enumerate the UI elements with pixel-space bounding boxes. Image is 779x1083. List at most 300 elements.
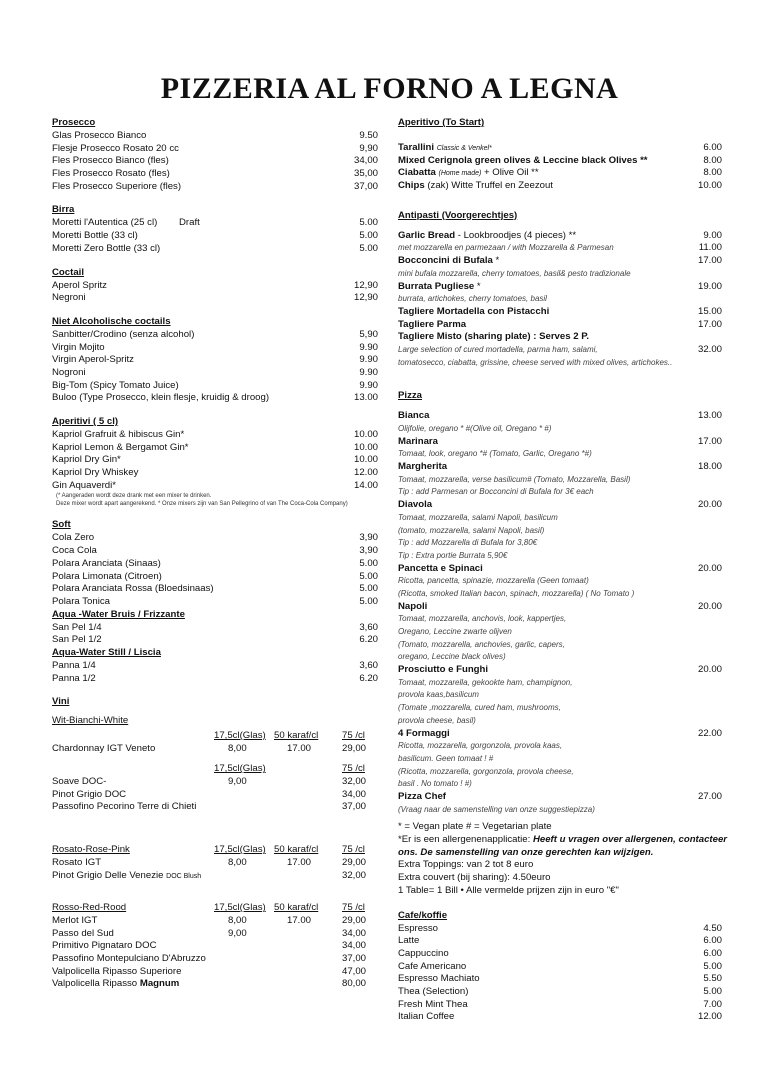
dish-price: 32.00: [697, 343, 722, 355]
dish-description-text: Large selection of cured mortadella, parma ham, salami,: [398, 344, 598, 354]
wine-row: [52, 928, 378, 941]
item-price: 9.50: [359, 130, 378, 141]
menu-item: [398, 973, 722, 986]
dish-description-text: oregano, Leccine black olives): [398, 652, 506, 662]
dish-description: [398, 344, 722, 357]
item-name: Nogroni: [52, 366, 86, 378]
dish-description-text: basilicum. Geen tomaat ! #: [398, 753, 494, 763]
dish-description: [398, 537, 722, 550]
menu-item: [398, 255, 722, 268]
item-price: 35,00: [353, 168, 378, 180]
dish-description: [398, 613, 722, 626]
item-name: Polara Aranciata (Sinaas): [52, 557, 161, 569]
menu-item: [398, 935, 722, 948]
item-name: Pancetta e Spinaci: [398, 562, 483, 574]
menu-item: [52, 217, 378, 230]
item-price: 5.00: [359, 217, 378, 229]
menu-item: [398, 461, 722, 474]
item-name: Pizza Chef: [398, 790, 446, 802]
item-price: 20.00: [697, 600, 722, 612]
item-name: Tagliere Mortadella con Pistacchi: [398, 305, 550, 317]
dish-description: [398, 626, 722, 639]
wine-name: Rosato IGT: [52, 856, 102, 868]
menu-item: [52, 168, 378, 181]
item-name: Tagliere Parma: [398, 318, 467, 330]
wine-name: Pinot Grigio Delle Venezie: [52, 869, 164, 881]
wine-bottle-price: 32,00: [342, 869, 367, 881]
menu-item: [398, 986, 722, 999]
dish-description-text: Tomaat, mozzarella, anchovis, look, kappertjes,: [398, 614, 567, 624]
footer-bill: 1 Table= 1 Bill • Alle vermelde prijzen zijn in euro "€": [398, 884, 619, 896]
dish-description: [398, 753, 722, 766]
item-name: Moretti Zero Bottle (33 cl): [52, 242, 161, 254]
item-name: Moretti Bottle (33 cl): [52, 230, 138, 242]
item-price: 6.00: [703, 935, 722, 947]
menu-item: [398, 1011, 722, 1024]
page-title: PIZZERIA AL FORNO A LEGNA: [160, 72, 619, 105]
wine-name: Soave DOC-: [52, 776, 107, 788]
item-price: 3,60: [359, 621, 378, 633]
menu-item: [398, 306, 722, 319]
menu-item: [398, 331, 722, 344]
menu-item: [52, 454, 378, 467]
dish-description: [398, 242, 722, 255]
dish-description-text: Tomaat, mozzarella, gekookte ham, champignon,: [398, 677, 573, 687]
item-price: 9.90: [359, 366, 378, 378]
item-price: 20.00: [697, 562, 722, 574]
spacer: [398, 223, 722, 230]
item-price: 5.50: [703, 973, 722, 985]
item-name: Virgin Mojito: [52, 341, 105, 353]
item-name: Bocconcini di Bufala: [398, 255, 493, 267]
item-name: Fresh Mint Thea: [398, 998, 468, 1010]
wine-column-headers: [52, 763, 378, 776]
item-price: 5,90: [359, 328, 378, 340]
wine-carafe-price: 17.00: [287, 914, 312, 926]
item-price: 3,90: [359, 545, 378, 557]
menu-item: [398, 999, 722, 1012]
item-name: Fles Prosecco Superiore (fles): [52, 180, 182, 192]
dish-description-text: Tip : add Mozzarella di Bufala for 3,80€: [398, 538, 538, 548]
footer-couvert: Extra couvert (bij sharing): 4.50euro: [398, 872, 551, 884]
item-name: Cola Zero: [52, 532, 95, 544]
menu-item: [398, 664, 722, 677]
dish-description-text: mini bufala mozzarella, cherry tomatoes, basil& pesto tradizionale: [398, 268, 631, 278]
item-name: Virgin Aperol-Spritz: [52, 354, 134, 366]
dish-description-text: (Tomato, mozzarella, anchovies, garlic, capers,: [398, 639, 565, 649]
wine-carafe-price: 17.00: [287, 742, 312, 754]
menu-item: [398, 281, 722, 294]
menu-item: [52, 545, 378, 558]
item-price: 10.00: [353, 441, 378, 453]
menu-item: [398, 601, 722, 614]
menu-item: [52, 155, 378, 168]
dish-description: [398, 357, 722, 370]
wine-bottle-price: 80,00: [342, 978, 367, 990]
spacer: [398, 898, 722, 899]
item-price: 17.00: [697, 435, 722, 447]
dish-description-text: Oregano, Leccine zwarte olijven: [398, 627, 512, 636]
dish-description: [398, 423, 722, 436]
menu-item: [398, 961, 722, 974]
menu-item: [52, 673, 378, 686]
item-name: Fles Prosecco Bianco (fles): [52, 155, 169, 167]
menu-item: [398, 167, 722, 180]
item-detail: + Olive Oil **: [481, 167, 539, 179]
item-price: 18.00: [697, 461, 722, 473]
wine-column-headers: [52, 730, 378, 743]
item-price: 12,90: [353, 279, 378, 291]
item-price: 3,90: [359, 532, 378, 544]
dish-description-text: met mozzarella en parmezaan / with Mozzarella & Parmesan: [398, 243, 614, 253]
wine-row: [52, 870, 378, 883]
wine-category: Rosso-Red-Rood: [52, 902, 127, 914]
wine-bottle-price: 47,00: [342, 965, 367, 977]
menu-item: [52, 634, 378, 647]
item-price: 10.00: [353, 429, 378, 440]
menu-item: [52, 429, 378, 442]
menu-item: [52, 367, 378, 380]
wine-row: [52, 966, 378, 979]
wine-name: Merlot IGT: [52, 914, 98, 926]
item-name: Thea (Selection): [398, 985, 469, 997]
dish-description: [398, 268, 722, 281]
item-name: Polara Tonica: [52, 595, 110, 607]
wine-bottle-price: 34,00: [342, 927, 367, 939]
menu-item: [52, 230, 378, 243]
item-name: Mixed Cerignola green olives & Leccine black Olives **: [398, 154, 648, 166]
menu-item: [52, 558, 378, 571]
wine-column-header: 17,5cl(Glas): [214, 763, 266, 775]
item-price: 5.00: [703, 960, 722, 972]
section-heading: Coctail: [52, 266, 84, 278]
dish-description-text: burrata, artichokes, cherry tomatoes, basil: [398, 294, 547, 304]
item-price: 6.00: [703, 947, 722, 959]
item-price: 17.00: [697, 318, 722, 330]
section-heading: Aqua -Water Bruis / Frizzante: [52, 608, 185, 620]
item-price: 13.00: [353, 392, 378, 404]
wine-name: Primitivo Pignataro DOC: [52, 940, 157, 952]
footer-allergens-note: ons. De samenstelling van onze gerechten kan wijzigen.: [398, 846, 654, 858]
section-heading: Niet Alcoholische coctails: [52, 315, 171, 327]
section-heading: Prosecco: [52, 117, 96, 128]
wine-glass-price: 9,00: [228, 776, 247, 788]
item-price: 9,90: [359, 142, 378, 154]
dish-description-text: provola cheese, basil): [398, 715, 476, 725]
menu-item: [52, 442, 378, 455]
item-name: Ciabatta: [398, 167, 436, 179]
dish-description-text: basil . No tomato ! #): [398, 779, 472, 789]
item-detail: - Lookbroodjes (4 pieces) **: [455, 229, 577, 241]
item-price: 5.00: [359, 595, 378, 607]
item-price: 12.00: [353, 467, 378, 479]
menu-item: [398, 180, 722, 193]
item-note: (Home made): [438, 170, 482, 178]
menu-item: [52, 660, 378, 673]
dish-description: [398, 550, 722, 563]
wine-bottle-price: 37,00: [342, 952, 367, 964]
item-name: Prosciutto e Funghi: [398, 664, 489, 676]
dish-price: 11.00: [698, 242, 722, 254]
item-price: 22.00: [697, 727, 722, 739]
item-name: Napoli: [398, 600, 428, 612]
section-heading: Antipasti (Voorgerechtjes): [398, 209, 518, 221]
wine-column-header: 75 /cl: [342, 763, 365, 775]
item-price: 27.00: [697, 790, 722, 802]
menu-item: [52, 583, 378, 596]
dish-description-text: tomatosecco, ciabatta, grissine, cheese served with mixed olives, artichokes..: [398, 357, 673, 367]
item-price: 8.00: [703, 154, 722, 166]
menu-item: [52, 130, 378, 143]
section-heading: Aperitivi ( 5 cl): [52, 416, 119, 427]
item-name: 4 Formaggi: [398, 727, 450, 739]
dish-description: [398, 486, 722, 499]
item-name: Big-Tom (Spicy Tomato Juice): [52, 379, 179, 391]
item-price: 9.00: [703, 229, 722, 241]
wine-row: [52, 776, 378, 789]
section-heading: Vini: [52, 696, 70, 708]
section-heading: Birra: [52, 204, 75, 216]
wine-row: [52, 801, 378, 814]
spacer: [52, 882, 378, 902]
menu-item: [52, 143, 378, 156]
wine-glass-price: 8,00: [228, 914, 247, 926]
item-price: 5.00: [359, 557, 378, 569]
dish-description: [398, 525, 722, 538]
wine-format: Magnum: [139, 978, 180, 990]
wine-carafe-price: 17.00: [287, 856, 312, 868]
wine-glass-price: 8,00: [228, 742, 247, 754]
dish-description-text: (Ricotta, smoked Italian bacon, spinach, mozzarella) ( No Tomato ): [398, 588, 635, 598]
menu-item: [398, 230, 722, 243]
item-price: 9.90: [359, 341, 378, 353]
menu-item: [398, 923, 722, 936]
item-price: 12.00: [697, 1011, 722, 1023]
menu-item: [52, 181, 378, 194]
item-name: Flesje Prosecco Rosato 20 cc: [52, 142, 179, 154]
dish-description: [398, 575, 722, 588]
dish-description-text: Tip : Extra portie Burrata 5,90€: [398, 550, 508, 560]
wine-column-header: 50 karaf/cl: [274, 730, 319, 741]
menu-item: [52, 467, 378, 480]
dish-description: [398, 651, 722, 664]
dish-description-text: Tomaat, mozzarella, salami Napoli, basilicum: [398, 512, 558, 522]
wine-category: Rosato-Rose-Pink: [52, 844, 130, 856]
dish-description: [398, 778, 722, 791]
wine-name: Chardonnay IGT Veneto: [52, 742, 156, 754]
dish-description-text: (Vraag naar de samenstelling van onze suggestiepizza): [398, 804, 595, 814]
menu-item: [52, 280, 378, 293]
menu-item: [398, 319, 722, 332]
dish-description-text: Tomaat, mozzarella, verse basilicum# (Tomato, Mozzarella, Basil): [398, 474, 631, 484]
item-name: Aperol Spritz: [52, 279, 107, 291]
menu-item: [398, 728, 722, 741]
footnote: Deze mixer wordt apart aangerekend. * Onze mixers zijn van San Pellegrino of van The Coca-Cola Company): [56, 501, 348, 508]
item-price: 3,60: [359, 659, 378, 671]
section-heading: Soft: [52, 519, 71, 531]
dish-description-text: Ricotta, pancetta, spinazie, mozzarella (Geen tomaat): [398, 576, 589, 586]
item-name: Kapriol Dry Whiskey: [52, 467, 139, 479]
dish-description-text: Tomaat, look, oregano *# (Tomato, Garlic, Oregano *#): [398, 449, 592, 459]
wine-note: DOC Blush: [166, 872, 202, 880]
wine-row: [52, 953, 378, 966]
item-price: 20.00: [697, 499, 722, 511]
wine-column-header: 75 /cl: [342, 902, 365, 914]
item-price: 5.00: [703, 985, 722, 997]
item-name: Kapriol Grafruit & hibiscus Gin*: [52, 429, 185, 440]
footer-legend: * = Vegan plate # = Vegetarian plate: [398, 821, 552, 833]
menu-item: [52, 480, 378, 493]
item-name: Espresso: [398, 922, 438, 934]
item-name: Cafe Americano: [398, 960, 467, 972]
item-note: Classic & Venkel*: [436, 145, 492, 152]
item-price: 17.00: [697, 255, 722, 267]
wine-glass-price: 9,00: [228, 927, 247, 939]
dish-description: [398, 715, 722, 728]
menu-item: [52, 380, 378, 393]
item-name: Moretti l'Autentica (25 cl): [52, 217, 158, 229]
section-heading: Pizza: [398, 390, 422, 402]
item-name: Burrata Pugliese: [398, 280, 475, 292]
item-price: 13.00: [697, 410, 722, 422]
item-price: 10.00: [353, 454, 378, 466]
item-extra: Draft: [179, 217, 200, 229]
menu-item: [52, 243, 378, 256]
item-price: 8.00: [703, 167, 722, 179]
item-name: San Pel 1/4: [52, 621, 102, 633]
wine-column-header: 50 karaf/cl: [274, 844, 319, 856]
dish-description-text: provola kaas,basilicum: [398, 690, 479, 700]
dish-description: [398, 702, 722, 715]
menu-item: [398, 563, 722, 576]
item-price: 5.00: [359, 583, 378, 595]
spacer: [398, 369, 722, 379]
wine-name: Pinot Grigio DOC: [52, 788, 127, 800]
item-name: Gin Aquaverdi*: [52, 479, 116, 491]
item-name: Cappuccino: [398, 947, 449, 959]
spacer: [398, 193, 722, 199]
menu-item: [398, 499, 722, 512]
item-name: Buloo (Type Prosecco, klein flesje, kruidig & droog): [52, 392, 270, 404]
item-name: Espresso Machiato: [398, 973, 480, 985]
dish-description: [398, 448, 722, 461]
menu-item: [398, 948, 722, 961]
dish-description: [398, 588, 722, 601]
spacer: [398, 130, 722, 142]
wine-column-header: 17,5cl(Glas): [214, 844, 266, 856]
wine-name: Valpolicella Ripasso: [52, 978, 138, 990]
item-price: 6.20: [359, 672, 378, 684]
menu-item: [52, 329, 378, 342]
footnote: (* Aangeraden wordt deze drank met een mixer te drinken.: [56, 493, 212, 500]
menu-item: [52, 342, 378, 355]
wine-bottle-price: 32,00: [342, 776, 367, 788]
item-price: 14.00: [353, 479, 378, 491]
left-column: [52, 117, 378, 991]
wine-bottle-price: 29,00: [342, 742, 367, 754]
dish-description: [398, 804, 722, 817]
wine-name: Passofino Montepulciano D'Abruzzo: [52, 952, 206, 964]
item-price: 34,00: [353, 155, 378, 167]
wine-bottle-price: 37,00: [342, 801, 367, 813]
wine-name: Valpolicella Ripasso Superiore: [52, 965, 182, 977]
spacer: [52, 755, 378, 763]
item-name: Diavola: [398, 499, 433, 511]
wine-heading-row: [52, 844, 378, 857]
dish-description: [398, 766, 722, 779]
menu-item: [398, 436, 722, 449]
wine-column-header: 50 karaf/cl: [274, 902, 319, 914]
menu-item: [398, 410, 722, 423]
item-name: Fles Prosecco Rosato (fles): [52, 168, 170, 180]
dish-description: [398, 740, 722, 753]
menu-item: [398, 142, 722, 155]
spacer: [52, 814, 378, 844]
item-name: Tagliere Misto (sharing plate) : Serves 2 P.: [398, 331, 590, 343]
dish-description-text: Ricotta, mozzarella, gorgonzola, provola kaas,: [398, 741, 563, 751]
footer-allergens-lead: *Er is een allergenenapplicatie:: [398, 834, 533, 846]
dish-description: [398, 293, 722, 306]
section-heading: Cafe/koffie: [398, 909, 448, 921]
wine-column-header: 75 /cl: [342, 844, 365, 856]
menu-item: [52, 596, 378, 609]
item-name: Kapriol Lemon & Bergamot Gin*: [52, 441, 189, 453]
menu-item: [398, 791, 722, 804]
item-detail: *: [492, 255, 500, 267]
wine-heading-row: [52, 902, 378, 915]
dish-description: [398, 512, 722, 525]
item-name: Glas Prosecco Bianco: [52, 130, 147, 141]
wine-bottle-price: 29,00: [342, 856, 367, 868]
footer-allergens: [398, 834, 728, 847]
item-price: 4.50: [703, 922, 722, 934]
right-column: [398, 117, 728, 1024]
item-name: Latte: [398, 935, 420, 947]
wine-name: Passo del Sud: [52, 927, 114, 939]
menu-item: [398, 155, 722, 168]
item-price: 9.90: [359, 379, 378, 391]
menu-item: [52, 532, 378, 545]
footer-toppings: Extra Toppings: van 2 tot 8 euro: [398, 859, 534, 871]
wine-row: [52, 789, 378, 802]
dish-description-text: (Ricotta, mozzarella, gorgonzola, provola cheese,: [398, 766, 574, 776]
wine-row: [52, 915, 378, 928]
item-name: San Pel 1/2: [52, 634, 102, 646]
dish-description-text: (Tomate ,mozzarella, cured ham, mushrooms,: [398, 703, 561, 713]
wine-bottle-price: 29,00: [342, 914, 367, 926]
wine-row: [52, 857, 378, 870]
wine-column-header: 17,5cl(Glas): [214, 902, 266, 914]
item-price: 6.00: [703, 142, 722, 153]
wine-row: [52, 940, 378, 953]
dish-description-text: Tip : add Parmesan or Bocconcini di Bufala for 3€ each: [398, 487, 594, 497]
dish-description: [398, 677, 722, 690]
item-name: Panna 1/2: [52, 672, 96, 684]
item-price: 9.90: [359, 354, 378, 366]
item-detail: (zak) Witte Truffel en Zeezout: [424, 180, 553, 192]
dish-description: [398, 474, 722, 487]
item-price: 12,90: [353, 292, 378, 304]
item-price: 19.00: [697, 280, 722, 292]
menu-item: [52, 622, 378, 635]
wine-column-header: 17,5cl(Glas): [214, 730, 266, 741]
item-name: Negroni: [52, 292, 86, 304]
wine-row: [52, 743, 378, 756]
menu-item: [52, 571, 378, 584]
item-name: Kapriol Dry Gin*: [52, 454, 121, 466]
item-name: Sanbitter/Crodino (senza alcohol): [52, 328, 195, 340]
item-name: Marinara: [398, 435, 438, 447]
